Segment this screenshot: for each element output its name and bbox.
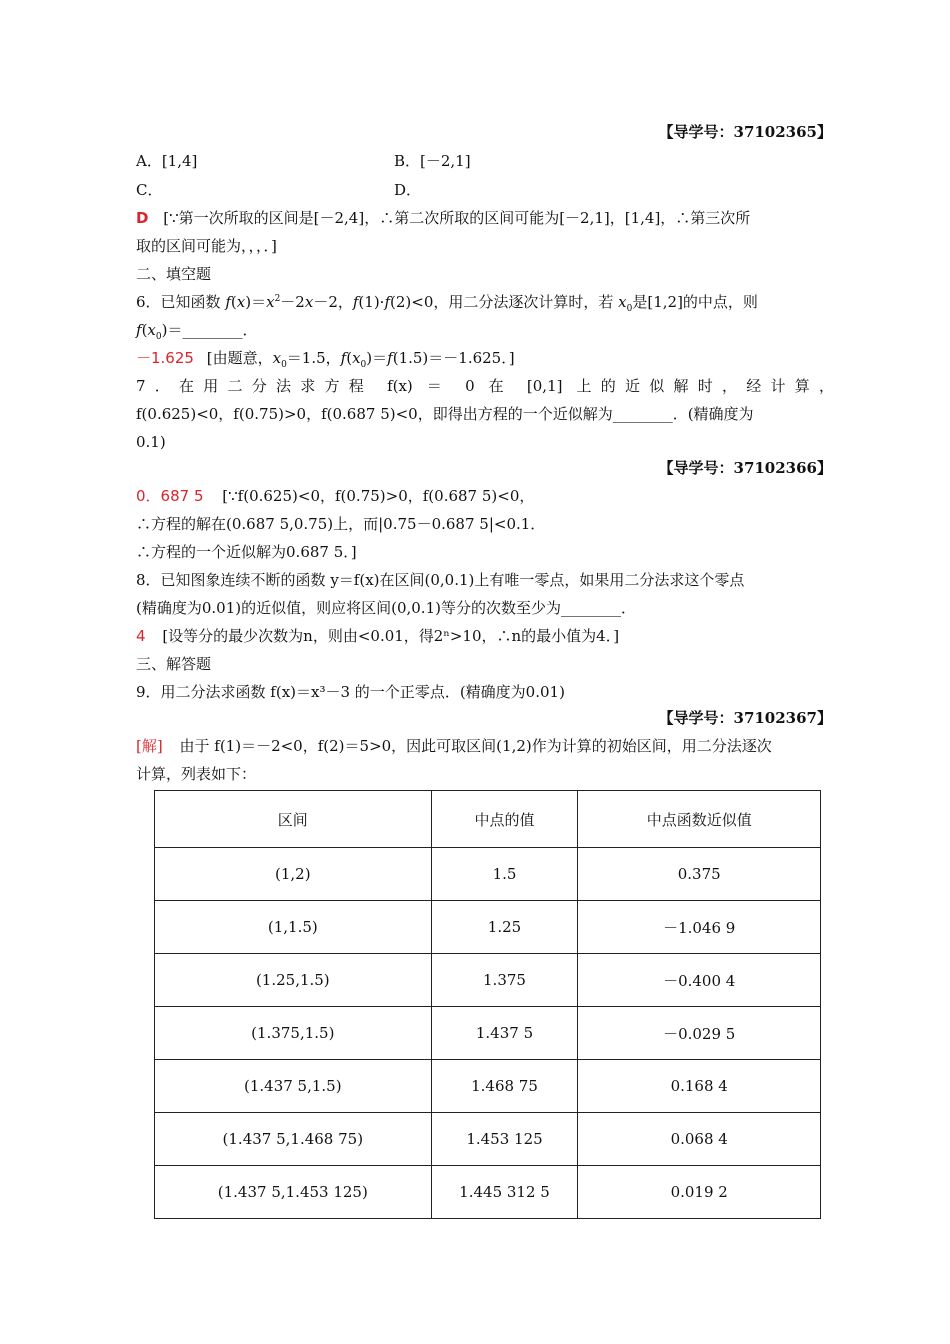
table-cell: 0.375 xyxy=(578,848,821,901)
question-7-cont2: 0.1) xyxy=(136,433,166,451)
question-6: 6．已知函数 $f(x)=x^2-2x-2$，f(1)·f(2)<0，用二分法逐次计算时，若 $x_0$是[1,2]的中点，则 xyxy=(136,293,758,314)
reference-number: 【导学号：37102367】 xyxy=(658,709,832,727)
table-row xyxy=(155,1060,821,1113)
option-d: D． xyxy=(394,181,422,199)
question-6-cont: $f(x_0)=\_\_\_\_\_\_\_\_$． xyxy=(136,321,258,342)
q5-answer xyxy=(136,208,750,228)
section-title: 三、解答题 xyxy=(136,655,212,673)
reference-number: 【导学号：37102365】 xyxy=(658,123,832,141)
table-cell: (1.437 5,1.5) xyxy=(155,1060,432,1113)
q8-answer: 4 [设等分的最少次数为n，则由<0.01，得2ⁿ>10，∴n的最小值为4．] xyxy=(136,627,620,645)
table-header-row xyxy=(155,791,821,848)
solution-cont: 计算，列表如下： xyxy=(136,765,257,783)
column-header: 中点函数近似值 xyxy=(578,791,821,848)
question-8-cont: (精确度为0.01)的近似值，则应将区间(0,0.1)等分的次数至少为________． xyxy=(136,599,636,617)
solution: [解] 由于 f(1)＝－2<0，f(2)＝5>0，因此可取区间(1,2)作为计算的初始区间，用二分法逐次 xyxy=(136,737,772,755)
table-cell: (1,1.5) xyxy=(155,901,432,954)
solution-tag: [解] xyxy=(136,737,163,755)
question-9: 9．用二分法求函数 f(x)＝x³－3 的一个正零点．(精确度为0.01) xyxy=(136,683,565,701)
table-row xyxy=(155,901,821,954)
table-cell: 1.453 125 xyxy=(431,1113,578,1166)
question-7: 7．在用二分法求方程 f(x) ＝ 0 在 [0,1] 上的近似解时，经计算， xyxy=(136,377,834,395)
answer-value: －1.625 xyxy=(136,349,194,367)
q7-answer: 0．687 5 [∵f(0.625)<0，f(0.75)>0，f(0.687 5)<0， xyxy=(136,487,535,505)
table-row xyxy=(155,848,821,901)
answer-value: 0．687 5 xyxy=(136,487,204,505)
table-cell: 0.068 4 xyxy=(578,1113,821,1166)
table-cell: －1.046 9 xyxy=(578,901,821,954)
table-cell: (1.25,1.5) xyxy=(155,954,432,1007)
table-cell: 1.5 xyxy=(431,848,578,901)
table-row xyxy=(155,1007,821,1060)
option-c: C． xyxy=(136,181,163,199)
table-cell: 1.468 75 xyxy=(431,1060,578,1113)
table-cell: 1.25 xyxy=(431,901,578,954)
table-cell: 0.019 2 xyxy=(578,1166,821,1219)
q7-answer-cont2: ∴方程的一个近似解为0.687 5．] xyxy=(136,543,357,561)
section-title: 二、填空题 xyxy=(136,265,212,283)
answer-letter: D xyxy=(136,209,149,227)
table-cell: 1.445 312 5 xyxy=(431,1166,578,1219)
answer-explanation-cont: 取的区间可能为，，，．] xyxy=(136,237,277,255)
table-cell: －0.029 5 xyxy=(578,1007,821,1060)
q7-answer-cont: ∴方程的解在(0.687 5,0.75)上，而|0.75－0.687 5|<0.1． xyxy=(136,515,546,533)
question-8: 8．已知图象连续不断的函数 y＝f(x)在区间(0,0.1)上有唯一零点，如果用二分法求这个零点 xyxy=(136,571,745,589)
table-cell: 1.437 5 xyxy=(431,1007,578,1060)
table-cell: 1.375 xyxy=(431,954,578,1007)
question-7-cont: f(0.625)<0，f(0.75)>0，f(0.687 5)<0，即得出方程的一个近似解为________．(精确度为 xyxy=(136,405,754,423)
option-b: B．[－2,1] xyxy=(394,152,471,170)
reference-number: 【导学号：37102366】 xyxy=(658,459,832,477)
answer-value: 4 xyxy=(136,627,146,645)
table-cell: 0.168 4 xyxy=(578,1060,821,1113)
column-header: 中点的值 xyxy=(431,791,578,848)
answer-explanation: [∵第一次所取的区间是[－2,4]，∴第二次所取的区间可能为[－2,1]，[1,4]，∴第三次所 xyxy=(163,209,751,227)
table-cell: －0.400 4 xyxy=(578,954,821,1007)
table-row xyxy=(155,1166,821,1219)
column-header: 区间 xyxy=(155,791,432,848)
table-row xyxy=(155,954,821,1007)
q6-answer: －1.625 [由题意，$x_0=1.5$，$f(x_0)=f(1.5)=-1.625$．] xyxy=(136,349,515,370)
bisection-table xyxy=(154,790,821,1219)
table-cell: (1.375,1.5) xyxy=(155,1007,432,1060)
option-a: A．[1,4] xyxy=(136,152,198,170)
table-row xyxy=(155,1113,821,1166)
table-cell: (1.437 5,1.468 75) xyxy=(155,1113,432,1166)
table-cell: (1,2) xyxy=(155,848,432,901)
table-cell: (1.437 5,1.453 125) xyxy=(155,1166,432,1219)
